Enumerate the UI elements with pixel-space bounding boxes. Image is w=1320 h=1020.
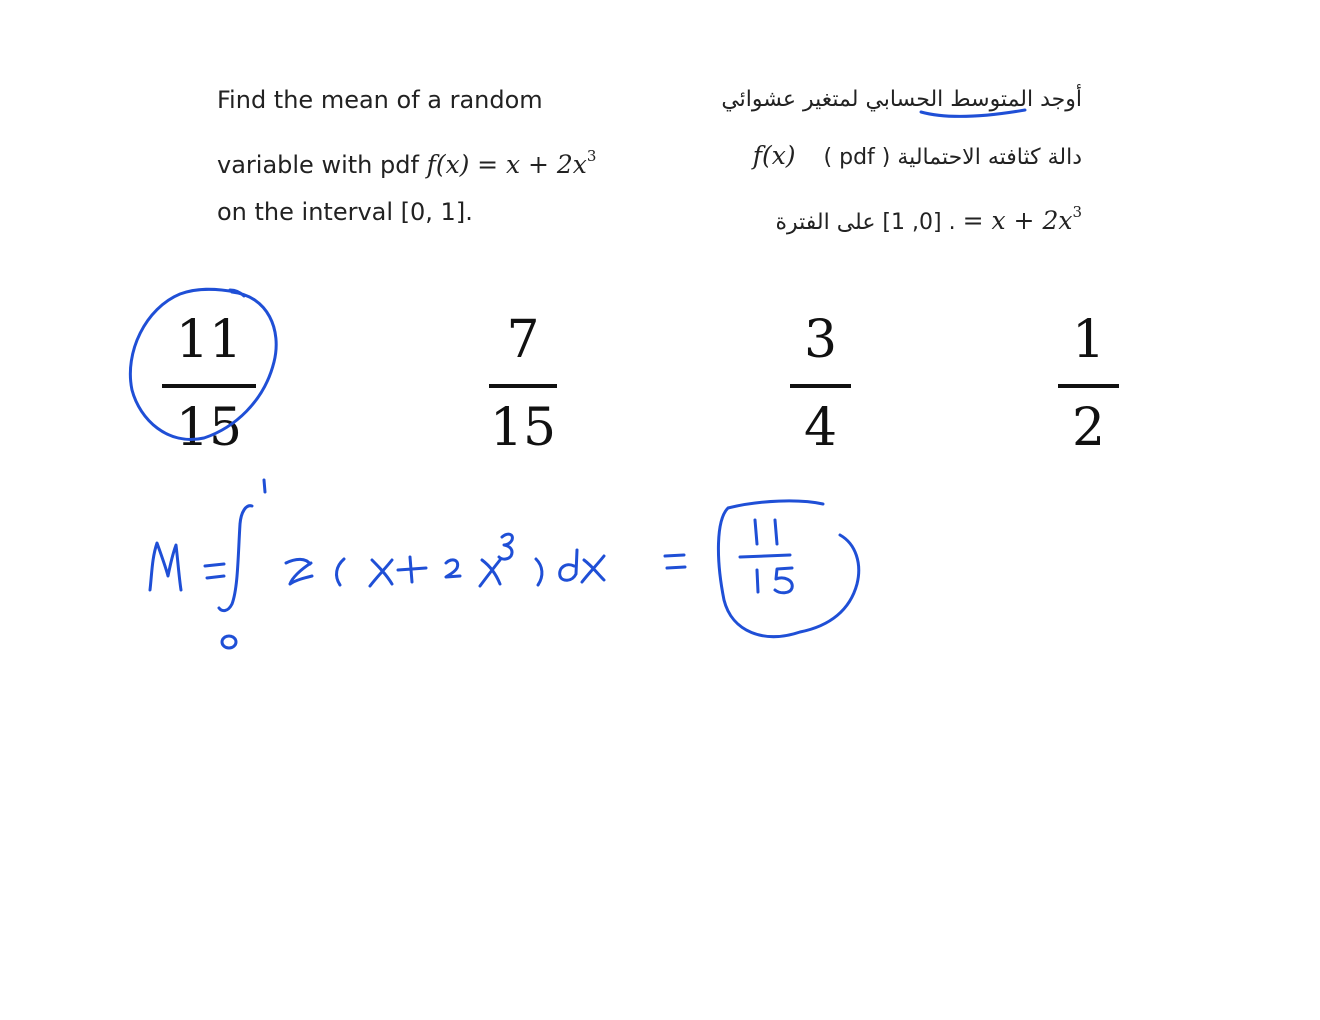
ink-underline	[921, 110, 1025, 116]
ink-result-bar	[740, 555, 790, 557]
question-en-fx: f(x)	[426, 150, 470, 179]
ink-equals-1a	[205, 564, 224, 566]
ink-plus	[398, 557, 426, 582]
question-en-line-2-text: variable with pdf	[217, 151, 419, 179]
choice-3-denominator: 4	[803, 398, 838, 458]
choice-4-numerator: 1	[1071, 310, 1106, 370]
ink-equals-1b	[207, 576, 224, 578]
ink-equals-2b	[667, 567, 685, 568]
ink-x-3	[480, 560, 500, 586]
ink-result-den-1	[757, 570, 758, 592]
question-en-exponent: 3	[586, 147, 597, 165]
choice-3-numerator: 3	[803, 310, 838, 370]
question-ar-exponent: 3	[1072, 203, 1082, 221]
question-ar-line-3-text: . [0, 1] على الفترة	[775, 210, 956, 235]
question-ar-fx: f(x)	[752, 141, 796, 170]
ink-x-1	[286, 559, 312, 584]
question-en-equation: = x + 2x	[477, 150, 587, 179]
question-ar-line-2-text: دالة كثافته الاحتمالية ( pdf )	[823, 145, 1082, 170]
ink-answer-circle	[130, 289, 276, 439]
choice-1-denominator: 15	[175, 398, 243, 458]
ink-equals-2a	[665, 555, 684, 556]
question-ar-line-1: أوجد المتوسط الحسابي لمتغير عشوائي	[721, 87, 1082, 112]
ink-x-2	[370, 560, 392, 586]
ink-two	[446, 560, 460, 577]
choice-2-denominator: 15	[489, 398, 557, 458]
question-ar-equation-text: = x + 2x	[962, 206, 1073, 235]
choice-4-denominator: 2	[1071, 398, 1106, 458]
ink-mu	[150, 543, 181, 590]
ink-lower-limit-stroke	[222, 636, 236, 648]
choice-1-numerator: 11	[175, 310, 243, 370]
choice-2-numerator: 7	[506, 310, 540, 370]
ink-x-4	[582, 556, 604, 582]
ink-exponent-3	[499, 534, 512, 559]
ink-upper-limit-stroke	[264, 480, 265, 492]
ink-integral-sign	[219, 506, 252, 611]
question-en-line-3: on the interval [0, 1].	[217, 198, 473, 226]
ink-result-den-5	[775, 568, 792, 593]
ink-d	[560, 550, 577, 580]
ink-paren-close	[536, 559, 542, 585]
ink-paren-open	[337, 559, 344, 585]
question-en-line-1: Find the mean of a random	[217, 86, 543, 114]
ink-result-num	[755, 520, 777, 544]
